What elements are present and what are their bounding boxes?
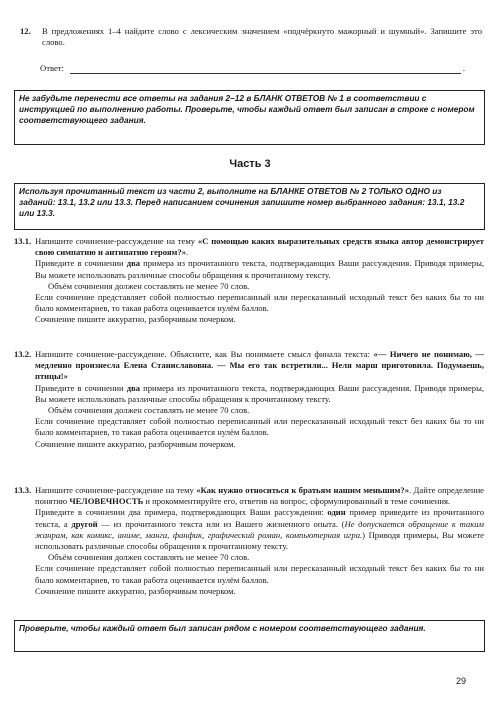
task-13-3-volume: Объём сочинения должен составлять не менее 70 слов. bbox=[48, 552, 250, 563]
answer-label: Ответ: bbox=[40, 63, 64, 73]
question-12-text: В предложениях 1–4 найдите слово с лексическим значением «подчёркнуто мажорный и шумный». Запишите это слово. bbox=[42, 26, 482, 48]
task-13-1-number: 13.1. bbox=[14, 236, 32, 246]
task-13-2-prompt: Напишите сочинение-рассуждение. Объясните, как Вы понимаете смысл финала текста: «— Ничего не понимаю, — медленно произнесла Елена Станиславовна. — Мы его так встретили... Неля марш приготовила. Подумаешь, птицы!» bbox=[35, 349, 484, 382]
notice-check-answers: Проверьте, чтобы каждый ответ был записан рядом с номером соответствующего задания. bbox=[14, 620, 485, 652]
task-13-2-examples: Приведите в сочинении два примера из прочитанного текста, подтверждающих Ваши рассуждения. Приводя примеры, Вы можете использовать различные способы обращения к прочитанному тексту. bbox=[35, 382, 485, 404]
answer-line bbox=[70, 73, 461, 74]
task-13-2-rewrite-rule: Если сочинение представляет собой полностью переписанный или пересказанный исходный текст без каких бы то ни было комментариев, то такая работа оценивается нулём баллов. bbox=[35, 416, 484, 438]
part-3-instruction: Используя прочитанный текст из части 2, выполните на БЛАНКЕ ОТВЕТОВ № 2 ТОЛЬКО ОДНО из заданий: 13.1, 13.2 или 13.3. Перед написанием сочинения запишите номер выбранного задания: 13.1, 13.2 или 13.3. bbox=[14, 183, 485, 230]
task-13-3-prompt: Напишите сочинение-рассуждение на тему «Как нужно относиться к братьям нашим меньшим?». Дайте определение понятию ЧЕЛОВЕЧНОСТЬ и прокомментируйте его, ответив на вопрос, сформулированный в теме сочинения. bbox=[35, 485, 484, 507]
notice-transfer-answers: Не забудьте перенести все ответы на задания 2–12 в БЛАНК ОТВЕТОВ № 1 в соответствии с инструкцией по выполнению работы. Проверьте, чтобы каждый ответ был записан в строке с номером соответствующего задания. bbox=[14, 90, 485, 145]
task-13-2-neat: Сочинение пишите аккуратно, разборчивым почерком. bbox=[35, 438, 236, 449]
task-13-3-rewrite-rule: Если сочинение представляет собой полностью переписанный или пересказанный исходный текст без каких бы то ни было комментариев, то такая работа оценивается нулём баллов. bbox=[35, 563, 484, 585]
task-13-1-rewrite-rule: Если сочинение представляет собой полностью переписанный или пересказанный исходный текст без каких бы то ни было комментариев, то такая работа оценивается нулём баллов. bbox=[35, 292, 484, 314]
task-13-3-examples: Приведите в сочинении два примера, подтверждающих Ваши рассуждения: один пример приведите из прочитанного текста, а другой — из прочитанного текста или из Вашего жизненного опыта. (Не допускается обращение к таким жанрам, как комикс, аниме, манга, фанфик, графический роман, компьютерная игра.) Приводя примеры, Вы можете использовать различные способы обращения к прочитанному тексту. bbox=[35, 507, 485, 552]
task-13-2-number: 13.2. bbox=[14, 349, 32, 359]
task-13-1-examples: Приведите в сочинении два примера из прочитанного текста, подтверждающих Ваши рассуждения. Приводя примеры, Вы можете использовать различные способы обращения к прочитанному тексту. bbox=[35, 258, 485, 280]
task-13-1-neat: Сочинение пишите аккуратно, разборчивым почерком. bbox=[35, 314, 236, 325]
page-number: 29 bbox=[455, 676, 466, 686]
task-13-1-volume: Объём сочинения должен составлять не менее 70 слов. bbox=[48, 280, 250, 291]
part-3-title: Часть 3 bbox=[229, 158, 271, 170]
answer-end: . bbox=[462, 63, 465, 73]
answer-row bbox=[40, 63, 465, 77]
task-13-2-volume: Объём сочинения должен составлять не менее 70 слов. bbox=[48, 405, 250, 416]
task-13-3-neat: Сочинение пишите аккуратно, разборчивым почерком. bbox=[35, 585, 236, 596]
task-13-3-number: 13.3. bbox=[14, 485, 32, 495]
question-12-number: 12. bbox=[20, 26, 31, 36]
task-13-1-prompt: Напишите сочинение-рассуждение на тему «С помощью каких выразительных средств языка автор демонстрирует свою симпатию и антипатию героям?». bbox=[35, 236, 485, 258]
